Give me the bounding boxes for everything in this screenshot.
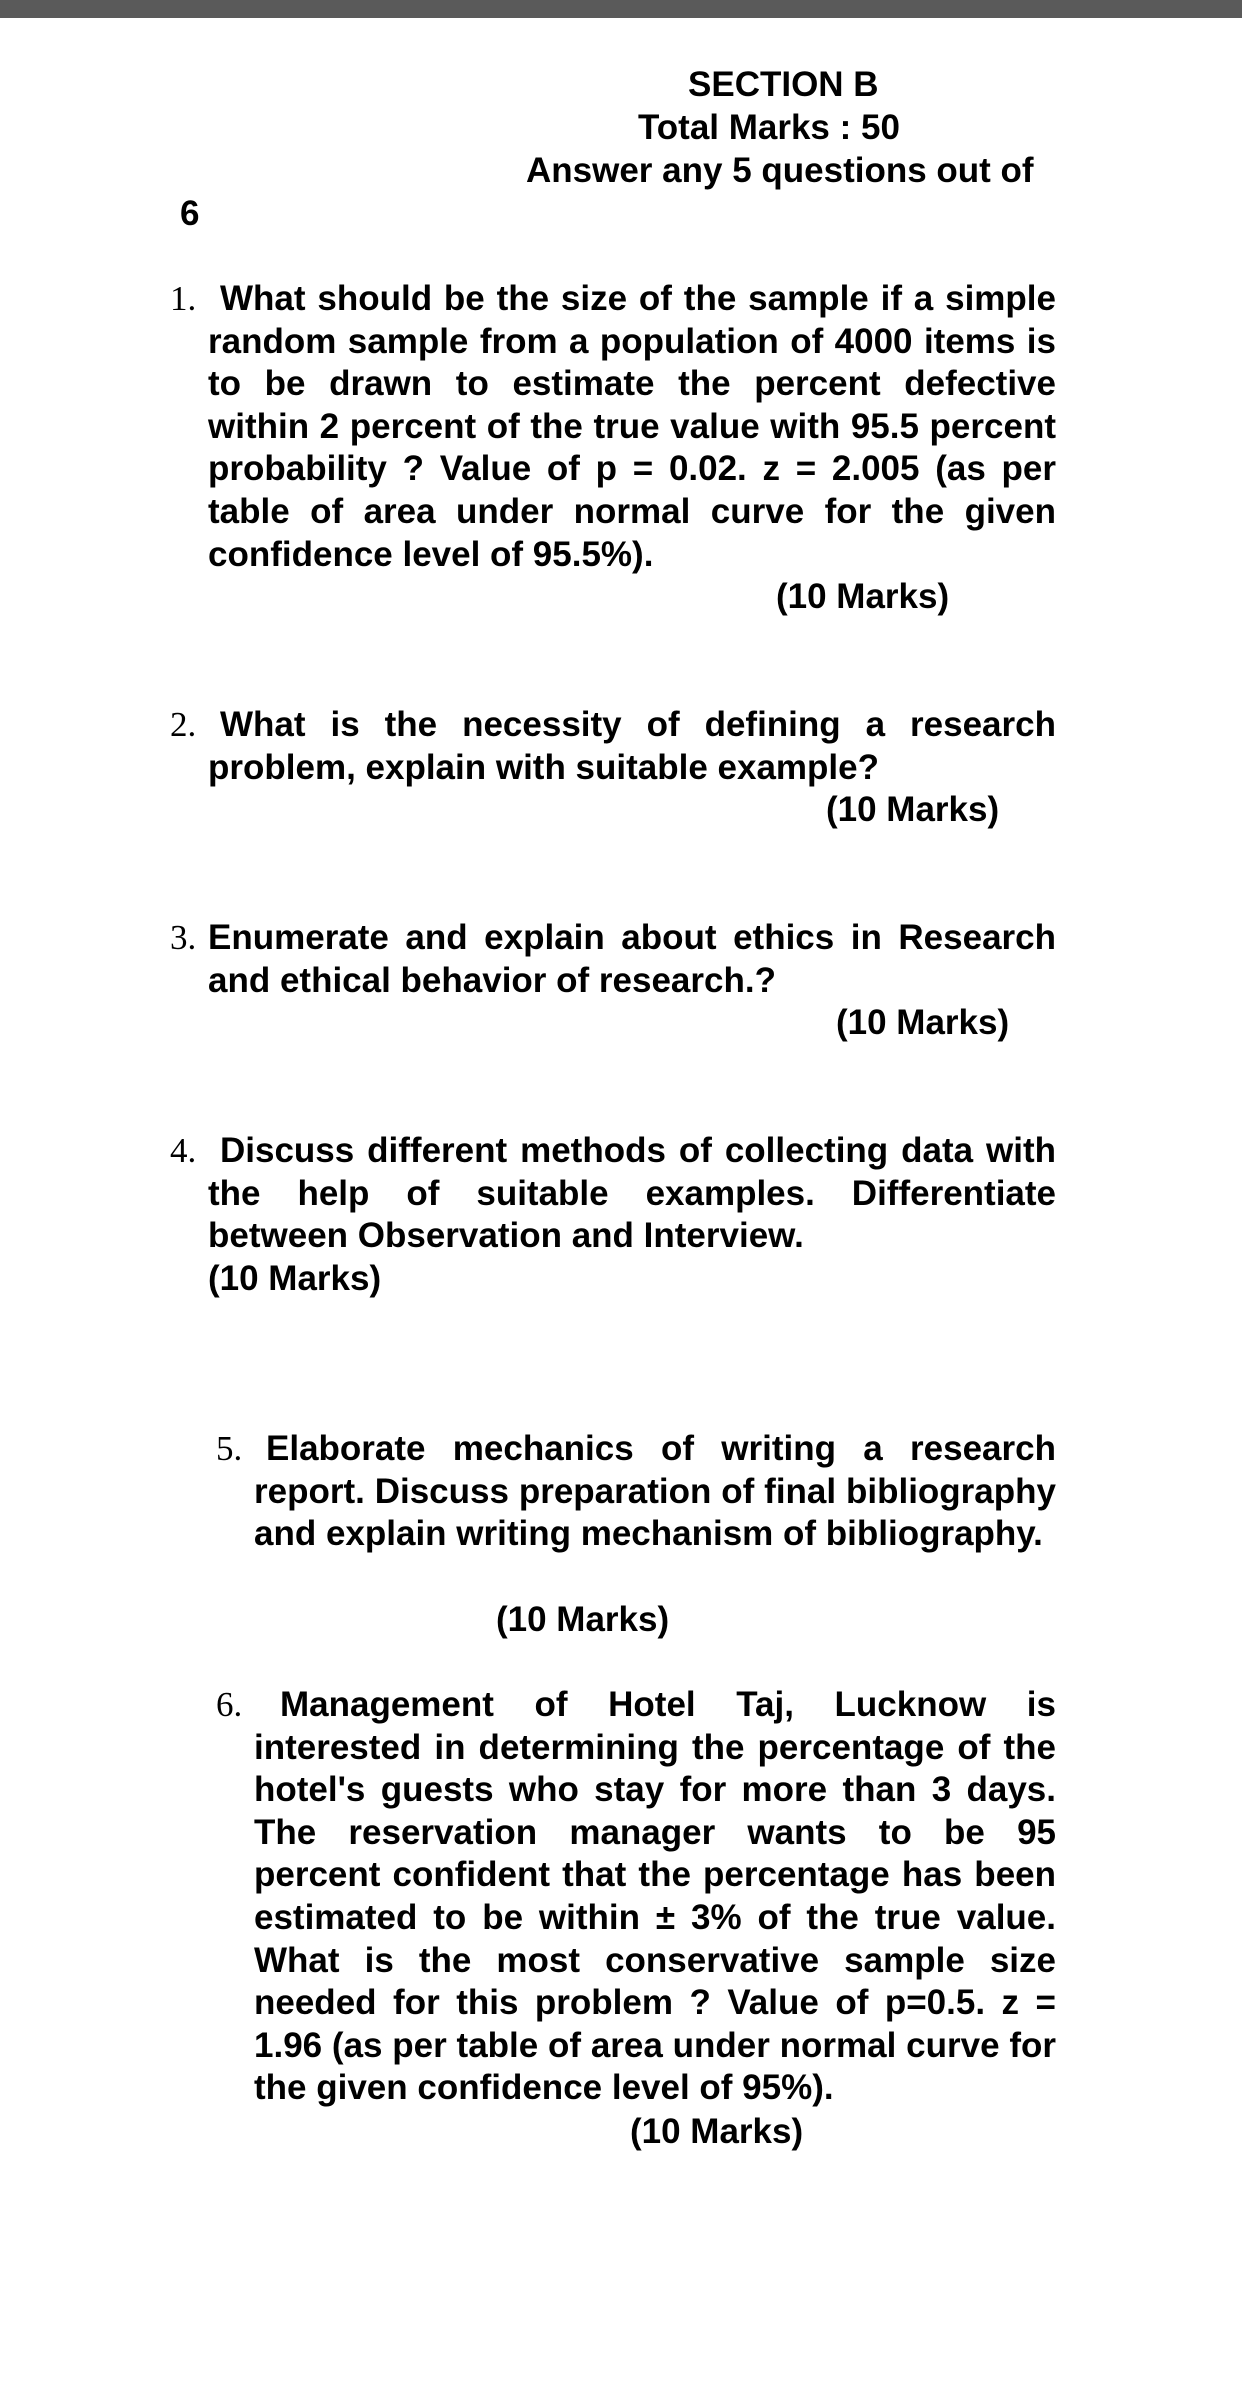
question-text: What is the necessity of defining a research problem, explain with suitable example? [208,705,1056,787]
instruction-line-1: Answer any 5 questions out of [526,151,1034,190]
question-marks: (10 Marks) [208,1259,382,1298]
question-text: Elaborate mechanics of writing a research report. Discuss preparation of final bibliography and explain writing mechanism of bibliography. [254,1429,1056,1554]
total-marks: Total Marks : 50 [638,108,900,147]
question-marks: (10 Marks) [776,577,950,616]
question-number: 2. [170,705,197,744]
question-number: 6. [216,1685,243,1724]
question-text: Management of Hotel Taj, Lucknow is interested in determining the percentage of the hotel's guests who stay for more than 3 days. The reservation manager wants to be 95 percent confident that the percentage has been estimated to be within ± 3% of the true value. What is the most conservative sample size needed for this problem ? Value of p=0.5. z = 1.96 (as per table of area under normal curve for the given confidence level of 95%). [254,1685,1056,2108]
question-text: Enumerate and explain about ethics in Research and ethical behavior of research.? [208,918,1056,1000]
instruction-line-2: 6 [180,194,200,233]
question-marks: (10 Marks) [630,2112,804,2151]
section-title: SECTION B [688,65,879,104]
question-number: 5. [216,1429,243,1468]
question-number: 1. [170,279,197,318]
question-marks: (10 Marks) [836,1003,1010,1042]
question-number: 4. [170,1131,197,1170]
question-number: 3. [170,918,197,957]
top-bar [0,0,1242,18]
question-text: Discuss different methods of collecting data with the help of suitable examples. Differentiate between Observation and Interview. [208,1131,1056,1256]
question-marks: (10 Marks) [826,790,1000,829]
question-text: What should be the size of the sample if a simple random sample from a population of 4000 items is to be drawn to estimate the percent defective within 2 percent of the true value with 95.5 percent probability ? Value of p = 0.02. z = 2.005 (as per table of area under normal curve for the given confidence level of 95.5%). [208,279,1056,574]
question-marks: (10 Marks) [496,1600,670,1639]
